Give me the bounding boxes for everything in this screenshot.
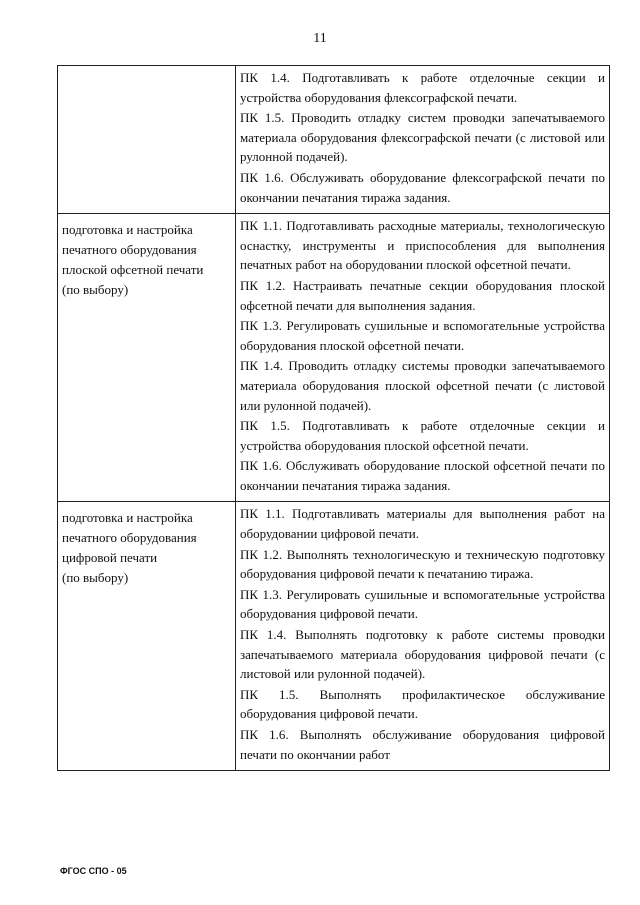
competency-item: ПК 1.5. Проводить отладку систем проводки запечатываемого материала оборудования флексографской печати (с листовой или рулонной подачей). bbox=[240, 110, 605, 165]
competency-item: ПК 1.4. Выполнять подготовку к работе системы проводки запечатываемого материала оборудования цифровой печати (с листовой или рулонной подачей). bbox=[240, 627, 605, 682]
competencies-table bbox=[57, 65, 610, 771]
competency-item: ПК 1.2. Настраивать печатные секции оборудования плоской офсетной печати для выполнения задания. bbox=[240, 277, 605, 313]
profile-line: плоской офсетной печати bbox=[62, 262, 204, 278]
table-row bbox=[58, 214, 610, 502]
profile-cell bbox=[58, 502, 236, 771]
competency-item: ПК 1.6. Обслуживать оборудование плоской офсетной печати по окончании печатания тиража задания. bbox=[240, 458, 605, 493]
table-body bbox=[58, 66, 610, 771]
competency-item: ПК 1.4. Проводить отладку системы проводки запечатываемого материала оборудования плоской офсетной печати (с листовой или рулонной подачей). bbox=[240, 358, 605, 413]
profile-line: подготовка и настройка bbox=[62, 510, 193, 526]
profile-cell bbox=[58, 214, 236, 502]
page-number: 11 bbox=[313, 31, 327, 46]
table-row bbox=[58, 66, 610, 214]
competency-cell bbox=[236, 214, 610, 502]
competency-item: ПК 1.5. Выполнять профилактическое обслуживание оборудования цифровой печати. bbox=[240, 686, 605, 722]
competency-item: ПК 1.1. Подготавливать материалы для выполнения работ на оборудовании цифровой печати. bbox=[240, 506, 605, 542]
competency-cell bbox=[236, 66, 610, 214]
profile-line: печатного оборудования bbox=[62, 242, 197, 258]
document-code: ФГОС СПО - 05 bbox=[60, 866, 127, 876]
competency-item: ПК 1.3. Регулировать сушильные и вспомогательные устройства оборудования плоской офсетной печати. bbox=[240, 318, 605, 353]
profile-line: (по выбору) bbox=[62, 282, 129, 298]
profile-line: цифровой печати bbox=[62, 550, 158, 566]
profile-cell bbox=[58, 66, 236, 214]
competency-item: ПК 1.6. Выполнять обслуживание оборудования цифровой печати по окончании работ bbox=[240, 727, 605, 762]
competency-item: ПК 1.3. Регулировать сушильные и вспомогательные устройства оборудования цифровой печати. bbox=[240, 586, 605, 622]
profile-line: (по выбору) bbox=[62, 570, 129, 586]
table-row bbox=[58, 502, 610, 771]
competency-item: ПК 1.1. Подготавливать расходные материалы, технологическую оснастку, инструменты и приспособления для выполнения печатных работ на оборудовании плоской офсетной печати. bbox=[240, 218, 605, 273]
competency-item: ПК 1.5. Подготавливать к работе отделочные секции и устройства оборудования плоской офсетной печати. bbox=[240, 418, 605, 453]
profile-line: подготовка и настройка bbox=[62, 222, 193, 238]
competency-item: ПК 1.2. Выполнять технологическую и техническую подготовку оборудования цифровой печати к печатанию тиража. bbox=[240, 546, 605, 582]
competency-item: ПК 1.4. Подготавливать к работе отделочные секции и устройства оборудования флексографской печати. bbox=[240, 70, 605, 105]
competency-cell bbox=[236, 502, 610, 771]
profile-line: печатного оборудования bbox=[62, 530, 197, 546]
competency-item: ПК 1.6. Обслуживать оборудование флексографской печати по окончании печатания тиража задания. bbox=[240, 169, 605, 205]
